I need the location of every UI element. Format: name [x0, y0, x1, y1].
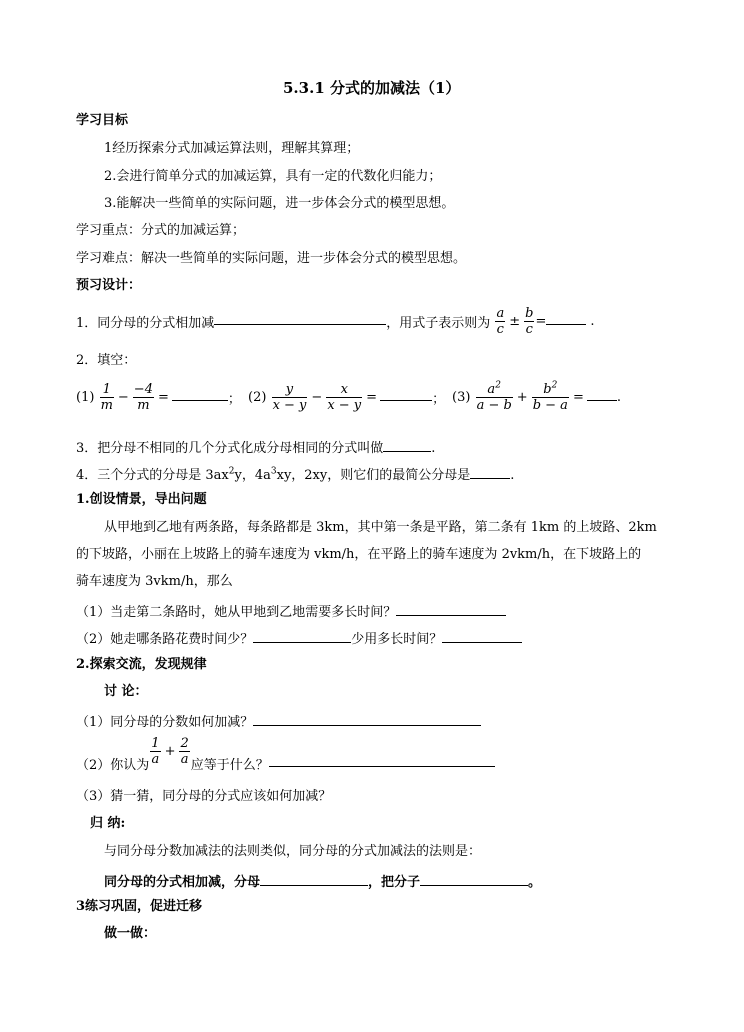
key-point: 学习重点：分式的加减运算；	[76, 223, 246, 238]
p1-eq: =	[157, 390, 169, 405]
section2-question-1	[76, 711, 481, 732]
p1-frac-2: $\frac{-4}{m}$	[133, 382, 153, 413]
q1-mid: ，用式子表示则为	[386, 316, 491, 331]
q4-period: .	[510, 468, 515, 483]
p1-semi: ；	[227, 392, 241, 407]
s1q2-text-a: （2）她走哪条路花费时间少？	[76, 632, 254, 647]
goal-item-3: 3.能解决一些简单的实际问题，进一步体会分式的模型思想。	[104, 196, 455, 211]
goal-item-1: 1经历探索分式加减运算法则，理解其算理；	[104, 141, 360, 156]
preview-question-2: 2．填空：	[76, 353, 137, 368]
p3-frac-2: $\frac{b^2}{b - a}$	[532, 380, 568, 413]
p1-blank[interactable]	[172, 386, 228, 401]
section1-para-line-3: 骑车速度为 3vkm/h，那么	[76, 574, 233, 589]
preview-question-1	[76, 306, 594, 337]
q3-period: .	[431, 441, 436, 456]
section1-heading: 1.创设情景，导出问题	[76, 492, 207, 507]
s1q2-blank-2[interactable]	[442, 628, 522, 643]
s2q2-label: （2）你认为	[76, 758, 150, 773]
p2-op: −	[311, 390, 323, 405]
q4-text-c: xy，2xy，则它们的最简公分母是	[276, 468, 471, 483]
s2q1-blank[interactable]	[253, 711, 481, 726]
summary-heading: 归 纳:	[90, 816, 126, 831]
p2-frac-2: $\frac{x}{x - y}$	[327, 382, 362, 413]
section2-heading: 2.探索交流，发现规律	[76, 657, 207, 672]
section3-heading: 3练习巩固，促进迁移	[76, 899, 203, 914]
p3-op: +	[516, 390, 528, 405]
rule-text-b: ，把分子	[368, 875, 421, 890]
section1-question-1	[76, 601, 506, 622]
rule-line	[104, 871, 541, 892]
rule-blank-1[interactable]	[260, 871, 368, 886]
p3-eq: =	[572, 390, 584, 405]
p3-frac-1: $\frac{a^2}{a - b}$	[476, 380, 512, 413]
preview-question-3	[76, 437, 435, 458]
rule-text-c: 。	[528, 875, 542, 890]
s2q2-frac-2: $\frac{2}{a}$	[180, 736, 189, 767]
page-title: 5.3.1 分式的加减法（1）	[283, 79, 461, 97]
p3-blank[interactable]	[587, 386, 617, 401]
q4-blank[interactable]	[470, 464, 510, 479]
section1-para-line-1: 从甲地到乙地有两条路，每条路都是 3km，其中第一条是平路，第二条有 1km 的上坡路、2km	[104, 520, 657, 535]
try-label: 做一做：	[104, 926, 157, 941]
p2-blank[interactable]	[380, 386, 432, 401]
s1q2-text-b: 少用多长时间？	[351, 632, 443, 647]
s2q2-suffix: 应等于什么？	[190, 758, 269, 773]
s2q2-blank[interactable]	[269, 752, 495, 767]
s1q1-blank[interactable]	[396, 601, 506, 616]
q1-frac-b-over-c: $\frac{b}{c}$	[525, 306, 534, 337]
q3-text: 3．把分母不相同的几个分式化成分母相同的分式叫做	[76, 441, 384, 456]
section2-question-3: （3）猜一猜，同分母的分式应该如何加减？	[76, 789, 332, 804]
goal-item-2: 2.会进行简单分式的加减运算，具有一定的代数化归能力；	[104, 169, 442, 184]
preview-question-4	[76, 464, 514, 485]
preview-fill-2	[248, 382, 445, 413]
q4-sup-2: 2	[228, 466, 235, 477]
s2q1-text: （1）同分母的分数如何加减？	[76, 715, 254, 730]
goals-heading: 学习目标	[76, 113, 129, 128]
p1-op: −	[117, 390, 129, 405]
section2-question-2	[76, 736, 495, 773]
q1-blank-2[interactable]	[546, 310, 586, 325]
s2q2-frac-1: $\frac{1}{a}$	[151, 736, 160, 767]
q1-pm: ±	[509, 314, 521, 329]
rule-text-a: 同分母的分式相加减，分母	[104, 875, 261, 890]
section1-para-line-2: 的下坡路，小丽在上坡路上的骑车速度为 vkm/h，在平路上的骑车速度为 2vkm/h，在下坡路上的	[76, 547, 642, 562]
p1-label: (1)	[76, 390, 95, 405]
s1q2-blank-1[interactable]	[253, 628, 351, 643]
p3-period: .	[616, 390, 621, 405]
q1-eq: =	[535, 314, 547, 329]
discuss-label: 讨 论：	[104, 684, 148, 699]
q1-blank-1[interactable]	[214, 310, 386, 325]
q4-text-a: 4．三个分式的分母是 3ax	[76, 468, 229, 483]
q1-period: .	[590, 314, 595, 329]
preview-heading: 预习设计：	[76, 278, 142, 293]
s2q2-op: +	[164, 744, 176, 759]
q4-sup-3: 3	[270, 466, 277, 477]
p2-frac-1: $\frac{y}{x - y}$	[272, 382, 307, 413]
p2-label: (2)	[248, 390, 267, 405]
q4-text-b: y，4a	[234, 468, 271, 483]
s1q1-text: （1）当走第二条路时，她从甲地到乙地需要多长时间？	[76, 605, 397, 620]
p2-eq: =	[366, 390, 378, 405]
p1-frac-1: $\frac{1}{m}$	[100, 382, 113, 413]
summary-text: 与同分母分数加减法的法则类似，同分母的分式加减法的法则是：	[104, 844, 482, 859]
preview-fill-1	[76, 382, 241, 413]
q1-frac-a-over-c: $\frac{a}{c}$	[496, 306, 505, 337]
rule-blank-2[interactable]	[420, 871, 528, 886]
p3-label: (3)	[452, 390, 471, 405]
difficulty: 学习难点：解决一些简单的实际问题，进一步体会分式的模型思想。	[76, 251, 467, 266]
preview-fill-3	[452, 382, 621, 413]
p2-semi: ；	[432, 392, 446, 407]
section1-question-2	[76, 628, 522, 649]
q3-blank[interactable]	[383, 437, 431, 452]
q1-prefix: 1．同分母的分式相加减	[76, 316, 215, 331]
